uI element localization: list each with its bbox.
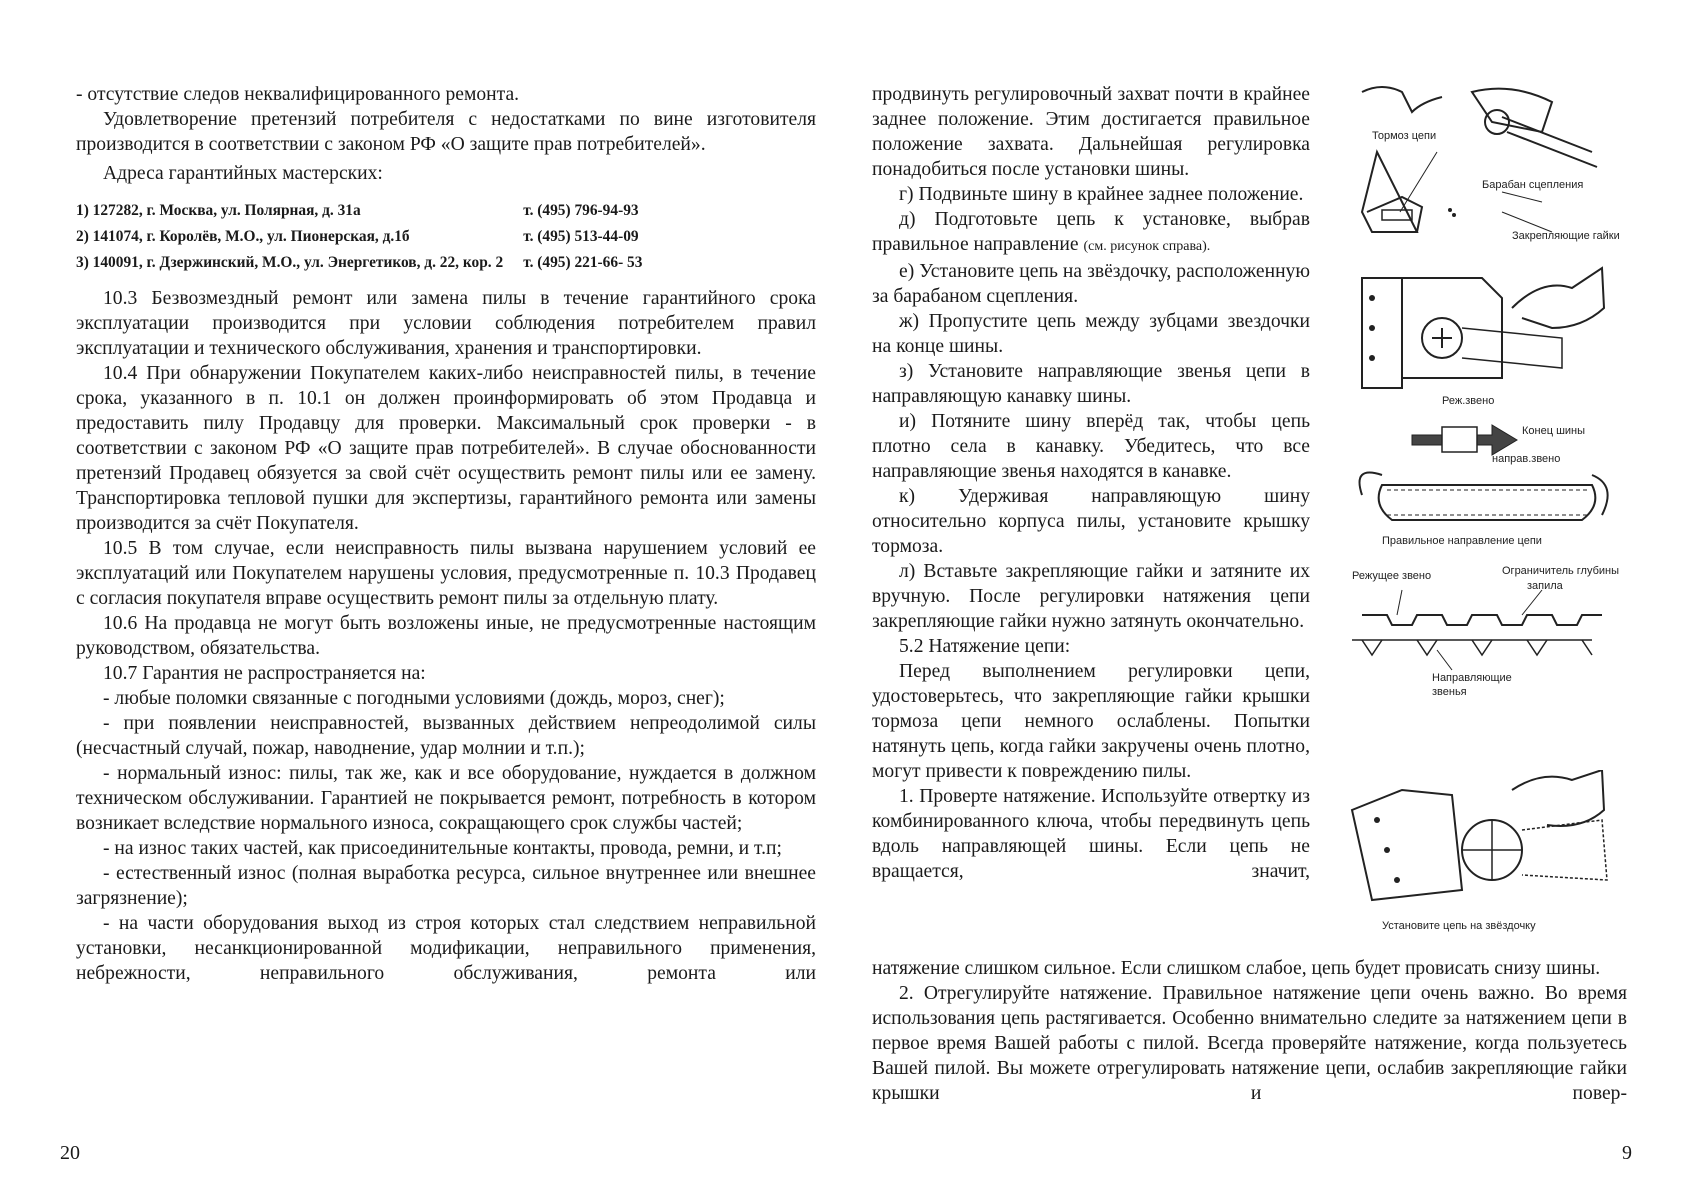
address-cell: 2) 141074, г. Королёв, М.О., ул. Пионерская, д.1б xyxy=(76,228,410,245)
address-cell: 3) 140091, г. Дзержинский, М.О., ул. Энергетиков, д. 22, кор. 2 xyxy=(76,254,504,271)
paragraph: - естественный износ (полная выработка ресурса, сильное внутреннее или внешнее загрязнение); xyxy=(76,863,816,909)
paragraph: е) Установите цепь на звёздочку, расположенную за барабаном сцепления. xyxy=(872,261,1310,307)
figure-reference: (см. рисунок справа). xyxy=(1083,239,1211,254)
phone-cell: т. (495) 221-66- 53 xyxy=(523,254,643,271)
table-row xyxy=(76,224,642,250)
figure-label: Реж.звено xyxy=(1442,395,1495,407)
paragraph: 10.7 Гарантия не распространяется на: xyxy=(103,663,426,684)
chain-direction-illustration xyxy=(1342,395,1612,555)
figure-label: Закрепляющие гайки xyxy=(1512,230,1620,242)
hand-saw-illustration xyxy=(1342,258,1612,398)
paragraph: - отсутствие следов неквалифицированного ремонта. xyxy=(76,84,520,105)
figure-label: звенья xyxy=(1432,686,1467,698)
paragraph: 2. Отрегулируйте натяжение. Правильное натяжение цепи очень важно. Во время использования цепь растягивается. Особенно внимательно следите за натяжением цепи в первое время Вашей работы с пилой. Всегда проверяйте натяжение, когда пользуетесь Вашей пилой. Вы можете отрегулировать натяжение цепи, ослабив закрепляющие гайки крышки и повер- xyxy=(872,983,1627,1104)
figure-label: запила xyxy=(1527,580,1563,592)
figure-label: Барабан сцепления xyxy=(1482,179,1584,191)
section-heading: 5.2 Натяжение цепи: xyxy=(899,636,1071,657)
workshop-address-table xyxy=(76,198,642,276)
figure-label: Режущее звено xyxy=(1352,570,1432,582)
paragraph: 10.3 Безвозмездный ремонт или замена пилы в течение гарантийного срока эксплуатации производится при условии соблюдения потребителем правил эксплуатации и технического обслуживания, хранения и транспортировки. xyxy=(76,288,816,359)
phone-cell: т. (495) 796-94-93 xyxy=(523,202,639,219)
paragraph: Удовлетворение претензий потребителя с недостатками по вине изготовителя производится в соответствии с законом РФ «О защите прав потребителей». xyxy=(76,109,816,155)
paragraph: и) Потяните шину вперёд так, чтобы цепь плотно села в канавку. Убедитесь, что все направляющие звенья находятся в канавке. xyxy=(872,411,1310,482)
figure-chain-direction xyxy=(1342,395,1612,555)
paragraph: г) Подвиньте шину в крайнее заднее положение. xyxy=(899,184,1304,205)
paragraph xyxy=(872,207,1310,259)
paragraph: 1. Проверте натяжение. Используйте отвертку из комбинированного ключа, чтобы передвинуть цепь вдоль направляющей шины. Если цепь не вращается, значит, xyxy=(872,786,1310,882)
right-bottom-text xyxy=(872,956,1627,1106)
table-row xyxy=(76,250,642,276)
table-row xyxy=(76,198,642,224)
left-text-column xyxy=(76,82,816,986)
figure-label: направ.звено xyxy=(1492,453,1561,465)
figure-chain-links xyxy=(1342,560,1620,700)
phone-cell: т. (495) 513-44-09 xyxy=(523,228,639,245)
figure-label: Ограничитель глубины xyxy=(1502,565,1620,577)
figure-label: Правильное направление цепи xyxy=(1382,535,1542,547)
paragraph: ж) Пропустите цепь между зубцами звездочки на конце шины. xyxy=(872,311,1310,357)
paragraph: Перед выполнением регулировки цепи, удостоверьтесь, что закрепляющие гайки крышки тормоза цепи немного ослаблены. Попытки натянуть цепь, когда гайки закручены очень плотно, могут привести к повреждению пилы. xyxy=(872,661,1310,782)
saw-brake-illustration xyxy=(1342,82,1612,252)
paragraph: к) Удерживая направляющую шину относительно корпуса пилы, установите крышку тормоза. xyxy=(872,486,1310,557)
paragraph: з) Установите направляющие звенья цепи в направляющую канавку шины. xyxy=(872,361,1310,407)
paragraph: 10.6 На продавца не могут быть возложены иные, не предусмотренные настоящим руководством, обязательства. xyxy=(76,613,816,659)
page-number: 20 xyxy=(60,1142,80,1164)
paragraph: 10.5 В том случае, если неисправность пилы вызвана нарушением условий ее эксплуатаций или Покупателем нарушены условия, предусмотренные п. 10.3 Продавец с согласия покупателя вправе осуществить ремонт пилы за отдельную плату. xyxy=(76,538,816,609)
address-cell: 1) 127282, г. Москва, ул. Полярная, д. 31а xyxy=(76,202,361,219)
paragraph: - любые поломки связанные с погодными условиями (дождь, мороз, снег); xyxy=(103,688,725,709)
figure-label: Тормоз цепи xyxy=(1372,130,1437,142)
figure-hand-saw xyxy=(1342,258,1612,398)
install-sprocket-illustration xyxy=(1342,770,1612,920)
figure-label: Установите цепь на звёздочку xyxy=(1382,920,1536,932)
paragraph: натяжение слишком сильное. Если слишком слабое, цепь будет провисать снизу шины. xyxy=(872,958,1601,979)
paragraph: 10.4 При обнаружении Покупателем каких-либо неисправностей пилы, в течение срока, указанного в п. 10.1 он должен проинформировать об этом Продавца и предоставить пилу Продавцу для проверки. Максимальный срок проверки - в соответствии с законом РФ «О защите прав потребителей». В случае обоснованности претензий Продавец обязуется за свой счёт осуществить ремонт пилы или ее замену. Транспортировка тепловой пушки для экспертизы, гарантийного ремонта или замены производится за счёт Покупателя. xyxy=(76,363,816,534)
paragraph: - при появлении неисправностей, вызванных действием непреодолимой силы (несчастный случай, пожар, наводнение, удар молнии и т.п.); xyxy=(76,713,816,759)
page-number: 9 xyxy=(1622,1142,1632,1164)
paragraph: - нормальный износ: пилы, так же, как и все оборудование, нуждается в должном техническом обслуживании. Гарантией не покрывается ремонт, потребность в котором возникает вследствие нормального износа, сокращающего срок службы частей; xyxy=(76,763,816,834)
paragraph: - на части оборудования выход из строя которых стал следствием неправильной установки, несанкционированной модификации, неправильного применения, небрежности, неправильного обслуживания, ремонта или xyxy=(76,913,816,984)
figure-label: Направляющие xyxy=(1432,672,1512,684)
paragraph: Адреса гарантийных мастерских: xyxy=(103,163,383,184)
figure-label: Конец шины xyxy=(1522,425,1586,437)
paragraph: л) Вставьте закрепляющие гайки и затяните их вручную. После регулировки натяжения цепи закрепляющие гайки нужно затянуть окончательно. xyxy=(872,561,1310,632)
paragraph: продвинуть регулировочный захват почти в крайнее заднее положение. Этим достигается правильное положение захвата. Дальнейшая регулировка понадобиться после установки шины. xyxy=(872,84,1310,180)
right-page xyxy=(842,0,1684,1190)
figure-install-sprocket xyxy=(1342,770,1612,940)
right-text-column xyxy=(872,82,1310,884)
paragraph-text: д) Подготовьте цепь к установке, выбрав правильное направление xyxy=(872,209,1310,255)
paragraph: - на износ таких частей, как присоединительные контакты, провода, ремни, и т.п; xyxy=(103,838,782,859)
figure-brake-drum xyxy=(1342,82,1620,252)
